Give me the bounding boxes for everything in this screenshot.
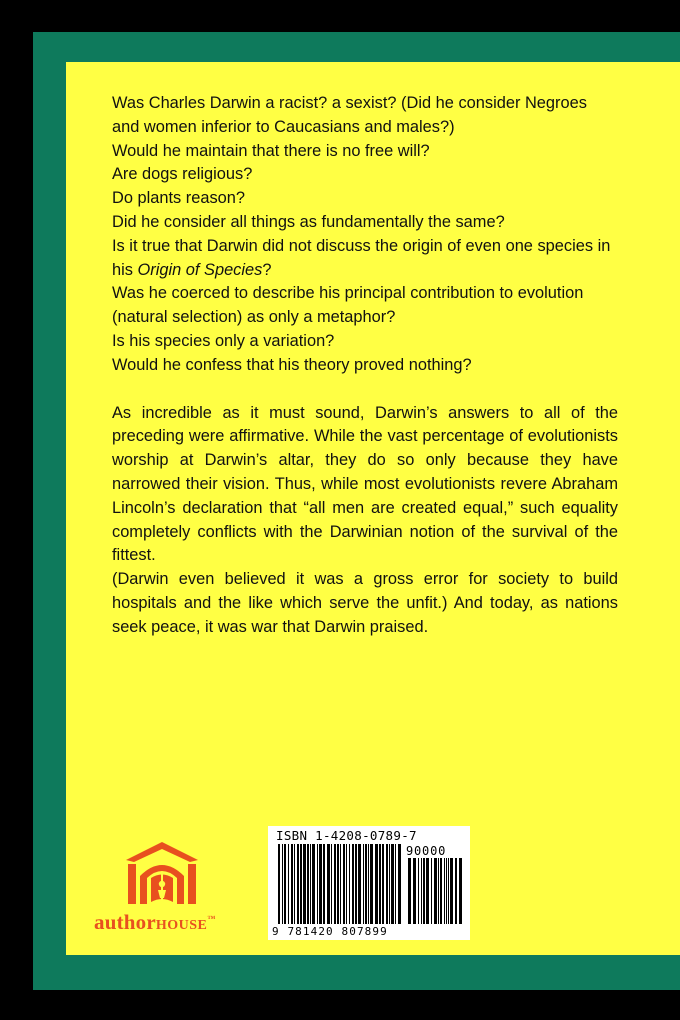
question-line: Was he coerced to describe his principal contribution to evolution (natural selection) as only a metaphor? <box>112 284 584 327</box>
barcode-bar <box>418 858 419 924</box>
house-book-icon <box>120 840 204 908</box>
question-line: Do plants reason? <box>112 189 246 208</box>
question-origin-after: ? <box>262 260 272 279</box>
barcode-bar <box>398 844 401 924</box>
question-line: Was Charles Darwin a racist? a sexist? (Did he consider Negroes and women inferior to Caucasians and males?) <box>112 94 587 136</box>
barcode-bar <box>413 858 416 924</box>
addon-barcode <box>408 858 464 926</box>
barcode-bar <box>278 844 280 924</box>
question-line-origin <box>112 235 618 283</box>
barcode-bar <box>375 844 378 924</box>
barcode-bar <box>327 844 330 924</box>
barcode-bar <box>334 844 336 924</box>
barcode-bar <box>291 844 293 924</box>
barcode-bar <box>368 844 369 924</box>
book-title-italic: Origin of Species <box>137 260 263 279</box>
barcode-bar <box>284 844 286 924</box>
barcode-bar <box>382 844 384 924</box>
publisher-name-part2: HOUSE <box>155 918 208 933</box>
barcode-bar <box>343 844 345 924</box>
barcode-bar <box>288 844 289 924</box>
barcode-bar <box>337 844 339 924</box>
barcode-bar <box>355 844 357 924</box>
barcode-bar <box>386 844 388 924</box>
answer-paragraph: (Darwin even believed it was a gross error for society to build hospitals and the like which serve the unfit.) And today, as nations seek peace, it was war that Darwin praised. <box>112 570 618 636</box>
barcode-bar <box>307 844 309 924</box>
question-line: Are dogs religious? <box>112 165 253 184</box>
question-list <box>112 92 618 378</box>
barcode-bar <box>440 858 442 924</box>
barcode-bar <box>444 858 445 924</box>
barcode-bar <box>349 844 350 924</box>
question-line: Did he consider all things as fundamentally the same? <box>112 212 505 231</box>
barcode-bar <box>297 844 299 924</box>
barcode-bar <box>303 844 306 924</box>
barcode-bar <box>370 844 373 924</box>
barcode-bar <box>358 844 361 924</box>
publisher-name-part1: author <box>94 910 156 934</box>
barcode-bar <box>431 858 432 924</box>
barcode-bar <box>450 858 453 924</box>
question-line: Is his species only a variation? <box>112 331 335 350</box>
publisher-name <box>94 910 242 935</box>
barcode-bar <box>459 858 462 924</box>
barcode-bar <box>282 844 283 924</box>
barcode-bar <box>421 858 422 924</box>
trademark-symbol: ™ <box>207 914 216 923</box>
barcode-bar <box>310 844 311 924</box>
barcode-bar <box>346 844 347 924</box>
barcode-bar <box>323 844 325 924</box>
barcode-bar <box>340 844 341 924</box>
barcode-bar <box>312 844 315 924</box>
ean-digits: 9 781420 807899 <box>272 925 388 938</box>
barcode-bar <box>365 844 367 924</box>
barcode-bar <box>379 844 381 924</box>
price-code: 90000 <box>406 844 447 858</box>
barcode-bar <box>317 844 318 924</box>
blurb-text <box>112 92 618 640</box>
barcode-bar <box>319 844 322 924</box>
barcode-bar <box>391 844 394 924</box>
isbn-label: ISBN 1-4208-0789-7 <box>276 828 417 843</box>
answer-block <box>112 402 618 640</box>
barcode-box <box>268 826 470 940</box>
barcode-bar <box>352 844 354 924</box>
question-line: Would he confess that his theory proved nothing? <box>112 355 472 374</box>
barcode-bar <box>448 858 449 924</box>
barcode-bar <box>363 844 364 924</box>
barcode-bar <box>300 844 302 924</box>
barcode-bar <box>446 858 447 924</box>
barcode-bar <box>294 844 295 924</box>
barcode-bar <box>423 858 425 924</box>
publisher-logo <box>94 840 242 940</box>
barcode-bar <box>455 858 457 924</box>
barcode-bar <box>408 858 411 924</box>
barcode-bar <box>426 858 429 924</box>
barcode-bar <box>331 844 332 924</box>
barcode-bar <box>438 858 439 924</box>
question-line: Would he maintain that there is no free will? <box>112 141 430 160</box>
ean-barcode <box>278 844 402 926</box>
barcode-bar <box>395 844 396 924</box>
question-origin-before: Is it true that Darwin did not discuss the origin of even one species in his <box>112 236 611 279</box>
answer-paragraph: As incredible as it must sound, Darwin’s answers to all of the preceding were affirmative. While the vast percentage of evolutionists worship at Darwin’s altar, they do so only because they have narrowed their vision. Thus, while most evolutionists revere Abraham Lincoln’s declaration that “all men are created equal,” such equality completely conflicts with the Darwinian notion of the survival of the fittest. <box>112 403 618 565</box>
barcode-bar <box>434 858 437 924</box>
barcode-bar <box>389 844 390 924</box>
